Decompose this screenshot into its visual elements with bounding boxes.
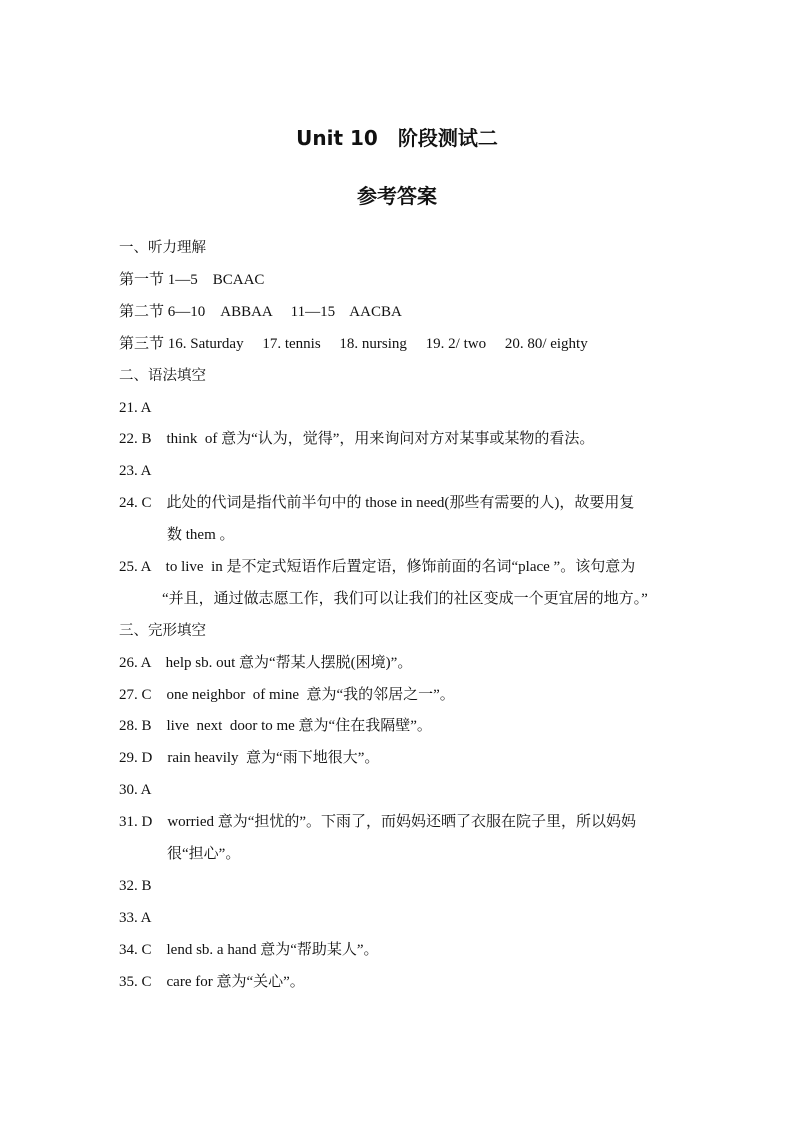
answer-line: 30. A bbox=[119, 782, 152, 798]
answer-line: 第一节 1—5 BCAAC bbox=[119, 272, 265, 288]
answer-line: 32. B bbox=[119, 878, 152, 894]
answer-line: 31. D worried 意为“担忧的”。下雨了，而妈妈还晒了衣服在院子里，所以妈妈 bbox=[119, 814, 637, 830]
answer-line: 24. C 此处的代词是指代前半句中的 those in need(那些有需要的人)，故要用复 bbox=[119, 495, 635, 511]
answer-line-continued: “并且，通过做志愿工作，我们可以让我们的社区变成一个更宜居的地方。” bbox=[162, 591, 648, 607]
answer-line: 22. B think of 意为“认为，觉得”，用来询问对方对某事或某物的看法。 bbox=[119, 431, 595, 447]
answer-line: 23. A bbox=[119, 463, 152, 479]
answer-line: 33. A bbox=[119, 910, 152, 926]
page-subtitle: 参考答案 bbox=[357, 184, 437, 208]
answer-line: 21. A bbox=[119, 400, 152, 416]
answer-line: 25. A to live in 是不定式短语作后置定语，修饰前面的名词“place ”。该句意为 bbox=[119, 559, 636, 575]
answer-line: 27. C one neighbor of mine 意为“我的邻居之一”。 bbox=[119, 687, 455, 703]
section-heading-grammar: 二、语法填空 bbox=[119, 368, 206, 384]
answer-line-continued: 数 them 。 bbox=[167, 527, 235, 543]
answer-line: 29. D rain heavily 意为“雨下地很大”。 bbox=[119, 750, 380, 766]
answer-line: 第二节 6—10 ABBAA 11—15 AACBA bbox=[119, 304, 402, 320]
page-title: Unit 10 阶段测试二 bbox=[296, 126, 498, 150]
answer-line-continued: 很“担心”。 bbox=[167, 846, 241, 862]
answer-line: 26. A help sb. out 意为“帮某人摆脱(困境)”。 bbox=[119, 655, 413, 671]
section-heading-listening: 一、听力理解 bbox=[119, 240, 206, 256]
answer-line: 28. B live next door to me 意为“住在我隔壁”。 bbox=[119, 718, 432, 734]
section-heading-cloze: 三、完形填空 bbox=[119, 623, 206, 639]
answer-line: 34. C lend sb. a hand 意为“帮助某人”。 bbox=[119, 942, 379, 958]
answer-line: 第三节 16. Saturday 17. tennis 18. nursing 19. 2/ two 20. 80/ eighty bbox=[119, 336, 588, 352]
answer-line: 35. C care for 意为“关心”。 bbox=[119, 974, 305, 990]
